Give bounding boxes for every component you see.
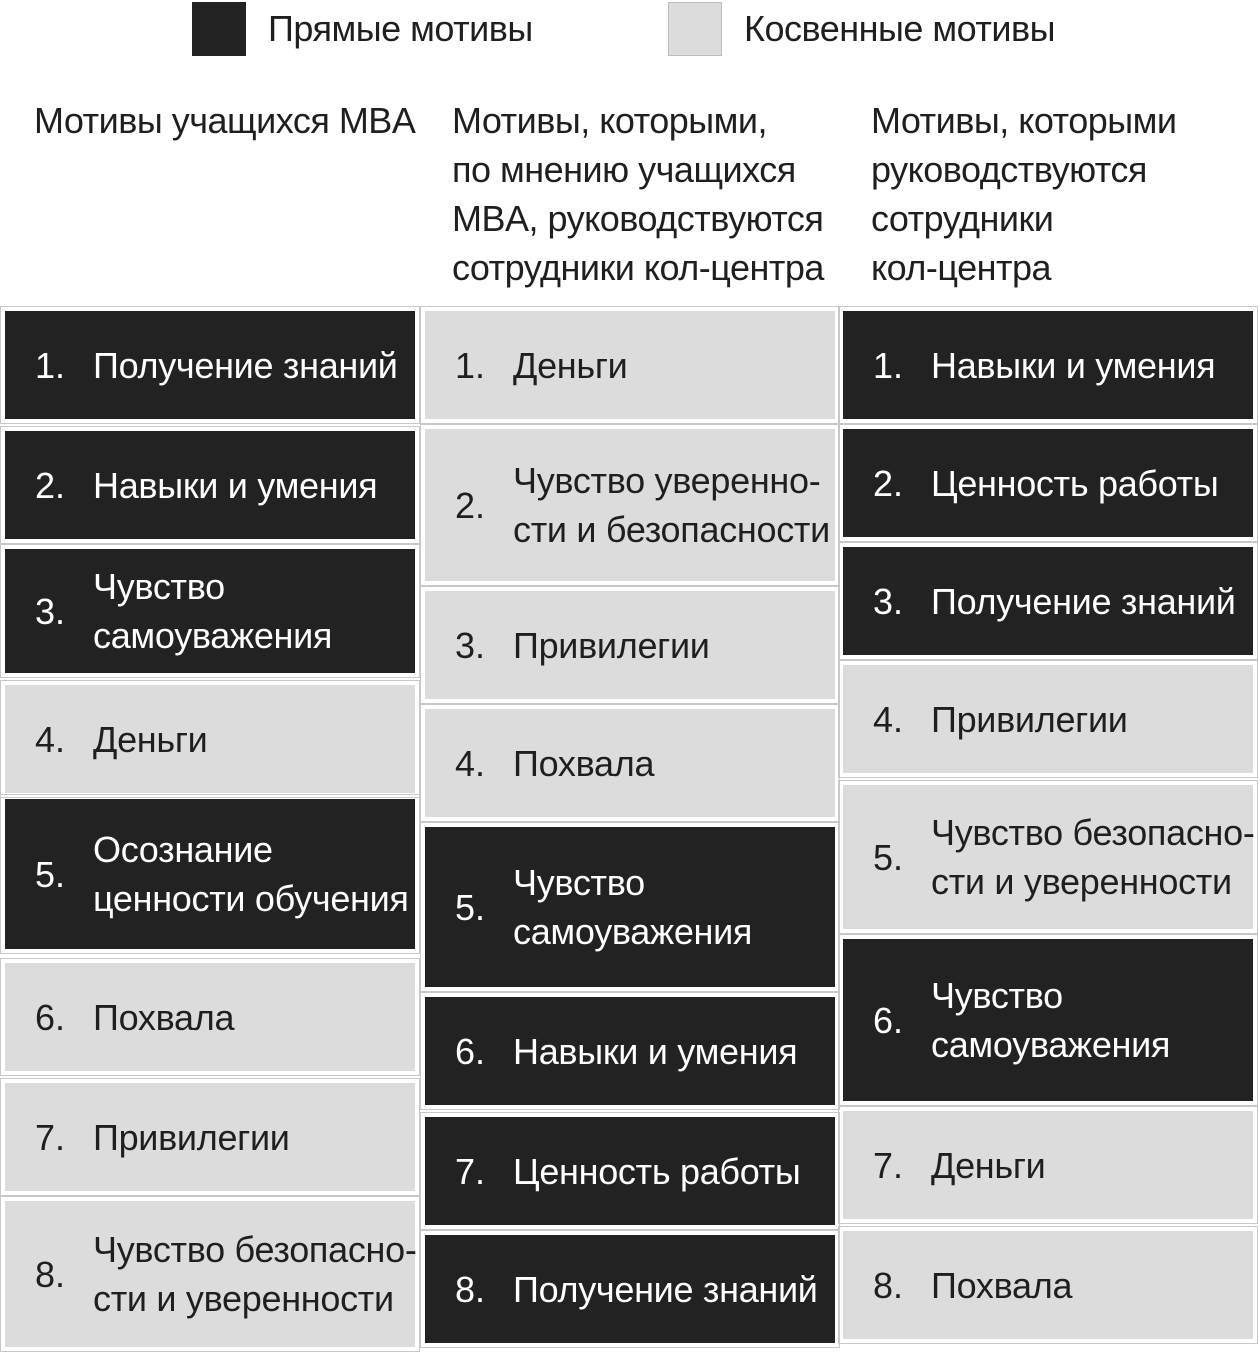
motive-cell bbox=[0, 1196, 420, 1352]
motive-rank: 1. bbox=[455, 344, 486, 386]
motive-rank: 7. bbox=[455, 1150, 486, 1192]
motive-label: Чувство самоуважения bbox=[931, 975, 1171, 1065]
motive-cell bbox=[838, 1226, 1258, 1344]
motive-cell bbox=[420, 704, 840, 822]
motive-cell bbox=[838, 424, 1258, 542]
motive-label: Деньги bbox=[513, 344, 628, 386]
motive-label: Привилегии bbox=[93, 1116, 290, 1158]
motive-rank: 6. bbox=[35, 996, 66, 1038]
motive-rank: 4. bbox=[35, 718, 66, 760]
motive-cell bbox=[838, 780, 1258, 934]
motive-cell bbox=[0, 794, 420, 954]
motive-rank: 1. bbox=[35, 344, 66, 386]
motive-rank: 8. bbox=[35, 1253, 66, 1295]
motive-label: Навыки и умения bbox=[513, 1030, 798, 1072]
motive-cell bbox=[838, 660, 1258, 778]
motive-label: Осознание ценности обучения bbox=[93, 829, 409, 919]
motive-cell bbox=[0, 544, 420, 678]
motive-cell bbox=[420, 306, 840, 424]
motive-rank: 8. bbox=[873, 1264, 904, 1306]
motive-rank: 4. bbox=[455, 742, 486, 784]
motive-cell bbox=[838, 934, 1258, 1106]
motive-cell bbox=[0, 680, 420, 798]
legend-label-indirect: Косвенные мотивы bbox=[744, 8, 1055, 49]
motive-label: Чувство самоуважения bbox=[93, 566, 333, 656]
motive-label: Чувство безопасно- сти и уверенности bbox=[931, 812, 1255, 902]
motive-cell bbox=[0, 426, 420, 544]
motive-cell bbox=[0, 958, 420, 1076]
motive-cell bbox=[420, 822, 840, 992]
motive-label: Чувство безопасно- сти и уверенности bbox=[93, 1229, 417, 1319]
motive-rank: 7. bbox=[35, 1116, 66, 1158]
motive-rank: 3. bbox=[35, 590, 66, 632]
column-header-call-center: Мотивы, которыми руководствуются сотрудники кол-центра bbox=[871, 100, 1177, 288]
legend-swatch-indirect bbox=[668, 2, 722, 56]
legend bbox=[0, 0, 1260, 60]
motive-label: Похвала bbox=[513, 742, 655, 784]
motive-label: Деньги bbox=[93, 718, 208, 760]
motive-label: Похвала bbox=[93, 996, 235, 1038]
motive-label: Привилегии bbox=[513, 624, 710, 666]
motive-label: Навыки и умения bbox=[93, 464, 378, 506]
motive-rank: 5. bbox=[455, 886, 486, 928]
motive-rank: 3. bbox=[873, 580, 904, 622]
motive-rank: 2. bbox=[455, 484, 486, 526]
motive-label: Чувство самоуважения bbox=[513, 862, 753, 952]
motive-label: Похвала bbox=[931, 1264, 1073, 1306]
motive-label: Навыки и умения bbox=[931, 344, 1216, 386]
motive-cell bbox=[420, 586, 840, 704]
motive-label: Чувство уверенно- сти и безопасности bbox=[513, 460, 830, 550]
motive-label: Получение знаний bbox=[931, 580, 1236, 622]
legend-item-indirect bbox=[668, 2, 1055, 56]
motive-label: Получение знаний bbox=[93, 344, 398, 386]
motive-rank: 1. bbox=[873, 344, 904, 386]
motive-rank: 5. bbox=[873, 836, 904, 878]
motive-rank: 5. bbox=[35, 853, 66, 895]
column-header-mba-students: Мотивы учащихся MBA bbox=[34, 100, 416, 141]
motive-cell bbox=[420, 1230, 840, 1348]
legend-swatch-direct bbox=[192, 2, 246, 56]
motive-rank: 7. bbox=[873, 1144, 904, 1186]
motive-cell bbox=[0, 1078, 420, 1196]
column-header-mba-opinion: Мотивы, которыми, по мнению учащихся MBA, руководствуются сотрудники кол-центра bbox=[452, 100, 824, 288]
motive-rank: 6. bbox=[455, 1030, 486, 1072]
legend-item-direct bbox=[192, 2, 533, 56]
motive-rank: 6. bbox=[873, 999, 904, 1041]
motive-rank: 4. bbox=[873, 698, 904, 740]
motive-cell bbox=[838, 306, 1258, 424]
motive-cell bbox=[420, 1112, 840, 1230]
motive-cell bbox=[420, 424, 840, 586]
motive-label: Ценность работы bbox=[931, 462, 1219, 504]
motive-cell bbox=[838, 1106, 1258, 1224]
motive-label: Ценность работы bbox=[513, 1150, 801, 1192]
motive-rank: 3. bbox=[455, 624, 486, 666]
motive-label: Привилегии bbox=[931, 698, 1128, 740]
motive-cell bbox=[838, 542, 1258, 660]
motive-cell bbox=[0, 306, 420, 424]
legend-label-direct: Прямые мотивы bbox=[268, 8, 533, 49]
motive-rank: 8. bbox=[455, 1268, 486, 1310]
motive-label: Деньги bbox=[931, 1144, 1046, 1186]
motive-rank: 2. bbox=[873, 462, 904, 504]
motive-label: Получение знаний bbox=[513, 1268, 818, 1310]
motive-cell bbox=[420, 992, 840, 1110]
motive-rank: 2. bbox=[35, 464, 66, 506]
